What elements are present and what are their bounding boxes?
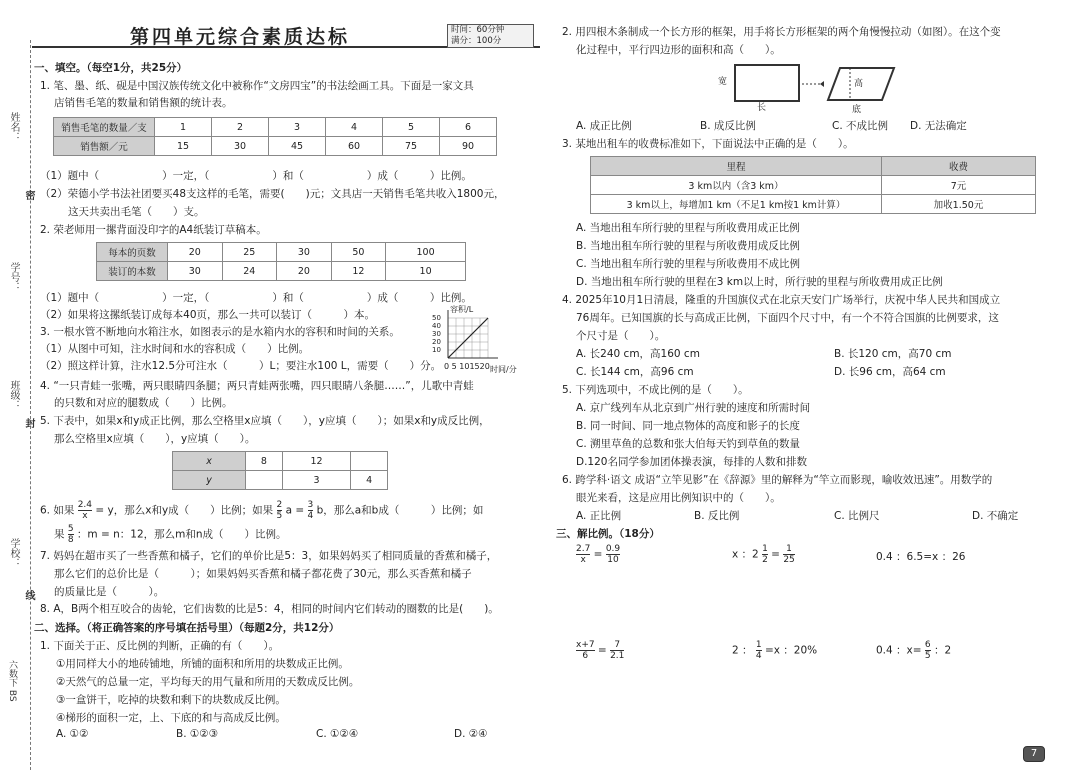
q3-part-2: （2）照这样计算，注水12.5分可注水（ ）L；要注水100 L，需要（ ）分。 bbox=[40, 360, 442, 372]
c3-option-d: D. 当地出租车所行驶的里程在3 km以上时，所行驶的里程与所收费用成正比例 bbox=[576, 276, 943, 288]
table-row bbox=[173, 471, 388, 490]
table-cell: 7元 bbox=[882, 176, 1036, 195]
c1-item-4: ④梯形的面积一定，上、下底的和与高成反比例。 bbox=[56, 712, 286, 724]
name-label: 姓名： bbox=[8, 112, 19, 142]
seal-mark-3: 线 bbox=[23, 590, 34, 600]
fraction-denominator: 5 bbox=[924, 651, 931, 661]
section-2-title: 二、选择。（将正确答案的序号填在括号里）（每题2分，共12分） bbox=[34, 622, 340, 634]
fraction-denominator: 10 bbox=[607, 555, 619, 565]
eq-fraction bbox=[610, 640, 624, 661]
q3-text: 3. 一根水管不断地向水箱注水，如图表示的是水箱内水的容积和时间的关系。 bbox=[40, 326, 400, 338]
table-taxi-fare bbox=[590, 156, 1036, 214]
full-score: 满分：100分 bbox=[451, 36, 502, 46]
section-3-title: 三、解比例。（18分） bbox=[556, 528, 660, 540]
page-title: 第四单元综合素质达标 bbox=[130, 26, 351, 48]
eq-fraction bbox=[925, 640, 931, 661]
table-header: 里程 bbox=[591, 157, 882, 176]
fraction-numerator: 0.9 bbox=[605, 544, 621, 554]
id-label: 学号： bbox=[8, 262, 19, 292]
table-cell: 8 bbox=[246, 452, 283, 471]
table-row bbox=[54, 137, 497, 156]
fraction-numerator: 2.4 bbox=[77, 500, 93, 510]
c4-text-c: 个尺寸是（ ）。 bbox=[576, 330, 666, 342]
c5-option-c: C. 溯里草鱼的总数和张大伯每天钓到草鱼的数量 bbox=[576, 438, 801, 450]
fraction-denominator: 8 bbox=[67, 535, 74, 545]
c3-text: 3. 某地出租车的收费标准如下，下面说法中正确的是（ ）。 bbox=[562, 138, 854, 150]
q6-line-b-suffix: ：m = n：12，那么m和n成（ ）比例。 bbox=[76, 528, 287, 541]
table-cell: 加收1.50元 bbox=[882, 195, 1036, 214]
c6-text-a: 6. 跨学科·语文 成语“立竿见影”在《辞源》里的解释为“竿立而影现，喻收效迅速”。用数学的 bbox=[562, 474, 993, 486]
graph-ytick: 30 bbox=[432, 330, 441, 338]
eq-fraction bbox=[606, 544, 620, 565]
q6-line-b bbox=[54, 524, 287, 545]
time-limit: 时间：60分钟 bbox=[451, 25, 505, 35]
table-cell: 20 bbox=[277, 262, 332, 281]
eq-text: ：2 bbox=[933, 644, 952, 657]
c4-option-a: A. 长240 cm，高160 cm bbox=[576, 348, 700, 360]
table-cell bbox=[351, 452, 388, 471]
table-cell: 4 bbox=[326, 118, 383, 137]
table-header: y bbox=[173, 471, 246, 490]
fraction-denominator: x bbox=[580, 555, 586, 565]
q1-text-b: 店销售毛笔的数量和销售额的统计表。 bbox=[54, 97, 233, 109]
fig-length-label: 长 bbox=[757, 103, 767, 113]
q6-fraction-1 bbox=[78, 500, 92, 521]
c2-text-b: 化过程中，平行四边形的面积和高（ ）。 bbox=[576, 44, 781, 56]
eq-fraction bbox=[783, 544, 794, 565]
table-cell: 4 bbox=[351, 471, 388, 490]
rectangle-frame-figure bbox=[734, 64, 800, 102]
equation-5 bbox=[732, 640, 817, 661]
table-cell: 30 bbox=[277, 243, 332, 262]
table-cell: 3 bbox=[282, 471, 350, 490]
c3-option-b: B. 当地出租车所行驶的里程与所收费用成反比例 bbox=[576, 240, 800, 252]
c1-text: 1. 下面关于正、反比例的判断，正确的有（ ）。 bbox=[40, 640, 280, 652]
fraction-denominator: 2 bbox=[762, 555, 768, 565]
table-cell: 45 bbox=[269, 137, 326, 156]
c6-text-b: 眼光来看，这是应用比例知识中的（ ）。 bbox=[576, 492, 781, 504]
fraction-denominator: 5 bbox=[276, 511, 283, 521]
c5-option-b: B. 同一时间、同一地点物体的高度和影子的长度 bbox=[576, 420, 800, 432]
fraction-numerator: 6 bbox=[924, 640, 931, 650]
c5-text: 5. 下列选项中，不成比例的是（ ）。 bbox=[562, 384, 749, 396]
table-cell: 5 bbox=[383, 118, 440, 137]
fraction-denominator: 6 bbox=[582, 651, 589, 661]
eq-fraction bbox=[576, 544, 590, 565]
q2-part-1: （1）题中（ ）一定，（ ）和（ ）成（ ）比例。 bbox=[40, 292, 472, 304]
c2-option-d: D. 无法确定 bbox=[910, 120, 967, 132]
table-header: 收费 bbox=[882, 157, 1036, 176]
c1-option-a: A. ①② bbox=[56, 728, 89, 740]
table-cell: 3 km以上，每增加1 km（不足1 km按1 km计算） bbox=[591, 195, 882, 214]
c1-option-b: B. ①②③ bbox=[176, 728, 219, 740]
fraction-numerator: 1 bbox=[762, 544, 768, 554]
q7-text-a: 7. 妈妈在超市买了一些香蕉和橘子，它们的单价比是5：3，如果妈妈买了相同质量的香蕉和橘子， bbox=[40, 550, 498, 562]
c4-option-b: B. 长120 cm，高70 cm bbox=[834, 348, 952, 360]
table-cell: 6 bbox=[440, 118, 497, 137]
q8-text: 8. A，B两个相互咬合的齿轮，它们齿数的比是5：4，相同的时间内它们转动的圈数的比是( )。 bbox=[40, 603, 499, 615]
seal-mark-1: 密 bbox=[23, 190, 34, 200]
q6-prefix: 6. 如果 bbox=[40, 504, 75, 517]
fraction-numerator: 2 bbox=[276, 500, 283, 510]
q2-text: 2. 荣老师用一摞背面没印字的A4纸装订草稿本。 bbox=[40, 224, 267, 236]
graph-ylabel: 容积/L bbox=[450, 305, 474, 314]
eq-text: =x ：20% bbox=[764, 644, 818, 657]
score-box bbox=[447, 24, 534, 48]
c5-option-a: A. 京广线列车从北京到广州行驶的速度和所需时间 bbox=[576, 402, 811, 414]
graph-yticks bbox=[432, 314, 441, 354]
equation-6 bbox=[876, 640, 951, 661]
c3-option-a: A. 当地出租车所行驶的里程与所收费用成正比例 bbox=[576, 222, 800, 234]
table-cell: 90 bbox=[440, 137, 497, 156]
q5-text-b: 那么空格里x应填（ ），y应填（ ）。 bbox=[54, 433, 256, 445]
c6-option-b: B. 反比例 bbox=[694, 510, 740, 522]
table-cell: 30 bbox=[168, 262, 223, 281]
c6-option-c: C. 比例尺 bbox=[834, 510, 880, 522]
table-row bbox=[173, 452, 388, 471]
c6-option-d: D. 不确定 bbox=[972, 510, 1019, 522]
table-cell: 30 bbox=[212, 137, 269, 156]
table-cell: 75 bbox=[383, 137, 440, 156]
q1-part-2b: 这天共卖出毛笔（ ）支。 bbox=[68, 206, 205, 218]
table-cell bbox=[246, 471, 283, 490]
equation-1: $\frac{2.7}{x}$ = $\frac{0.9}{10}$ bbox=[576, 544, 621, 565]
equation-3: 0.4 ：6.5=x ：26 bbox=[876, 551, 966, 563]
q2-part-2: （2）如果将这摞纸装订成每本40页，那么一共可以装订（ ）本。 bbox=[40, 309, 376, 321]
fraction-denominator: 25 bbox=[783, 555, 795, 565]
table-cell: 12 bbox=[331, 262, 386, 281]
fraction-denominator: 2.1 bbox=[610, 651, 625, 661]
table-header: 销售毛笔的数量／支 bbox=[54, 118, 155, 137]
q6-fraction-3 bbox=[308, 500, 314, 521]
eq-equals: = bbox=[771, 548, 780, 561]
c6-option-a: A. 正比例 bbox=[576, 510, 622, 522]
c4-text-a: 4. 2025年10月1日清晨，隆重的升国旗仪式在北京天安门广场举行，庆祝中华人民共和国成立 bbox=[562, 294, 1001, 306]
table-header: 销售额／元 bbox=[54, 137, 155, 156]
eq-fraction bbox=[576, 640, 595, 661]
table-cell: 60 bbox=[326, 137, 383, 156]
c1-item-3: ③一盒饼干，吃掉的块数和剩下的块数成反比例。 bbox=[56, 694, 286, 706]
fraction-numerator: 7 bbox=[610, 640, 624, 651]
table-cell: 3 km以内（含3 km） bbox=[591, 176, 882, 195]
table-cell: 50 bbox=[331, 243, 386, 262]
table-cell: 3 bbox=[269, 118, 326, 137]
c5-option-d: D.120名同学参加团体操表演，每排的人数和排数 bbox=[576, 456, 807, 468]
c1-option-d: D. ②④ bbox=[454, 728, 488, 740]
c2-option-a: A. 成正比例 bbox=[576, 120, 632, 132]
fraction-denominator: 4 bbox=[755, 651, 762, 661]
q3-part-1: （1）从图中可知，注水时间和水的容积成（ ）比例。 bbox=[40, 343, 310, 355]
table-xy bbox=[172, 451, 388, 490]
c4-option-c: C. 长144 cm，高96 cm bbox=[576, 366, 694, 378]
fraction-denominator: x bbox=[82, 511, 88, 521]
table-cell: 100 bbox=[386, 243, 466, 262]
c4-option-d: D. 长96 cm，高64 cm bbox=[834, 366, 946, 378]
table-cell: 12 bbox=[282, 452, 350, 471]
c2-option-b: B. 成反比例 bbox=[700, 120, 756, 132]
c1-item-1: ①用同样大小的地砖铺地，所铺的面积和所用的块数成正比例。 bbox=[56, 658, 349, 670]
fraction-numerator: 5 bbox=[67, 524, 74, 534]
equation-4: $\frac{x+7}{6}$ = $\frac{7}{2.1}$ bbox=[576, 640, 625, 661]
q5-text-a: 5. 下表中，如果x和y成正比例，那么空格里x应填（ ），y应填（ ）；如果x和y成反比例， bbox=[40, 415, 490, 427]
page-number: 7 bbox=[1023, 746, 1045, 762]
c1-item-2: ②天然气的总量一定，平均每天的用气量和所用的天数成反比例。 bbox=[56, 676, 360, 688]
graph-xlabel: 时间/分 bbox=[490, 365, 517, 374]
table-row bbox=[591, 176, 1036, 195]
table-brush-sales bbox=[53, 117, 497, 156]
q6-middle: = y，那么x和y成（ ）比例；如果 bbox=[95, 504, 274, 517]
fraction-numerator: x+7 bbox=[576, 640, 595, 650]
fraction-numerator: 1 bbox=[755, 640, 762, 650]
eq-text: x ：2 bbox=[732, 548, 759, 561]
class-label: 班级： bbox=[8, 380, 19, 410]
eq-fraction bbox=[756, 640, 762, 661]
graph-xticks: 0 5 101520 bbox=[444, 362, 490, 371]
c2-text-a: 2. 用四根木条制成一个长方形的框架，用手将长方形框架的两个角慢慢拉动（如图）。在这个变 bbox=[562, 26, 1001, 38]
fraction-numerator: 2.7 bbox=[576, 544, 591, 554]
table-header: 每本的页数 bbox=[97, 243, 168, 262]
graph-ytick: 40 bbox=[432, 322, 441, 330]
eq-text: 2 ： bbox=[732, 644, 753, 657]
q4-text-a: 4. “一只青蛙一张嘴，两只眼睛四条腿；两只青蛙两张嘴，四只眼睛八条腿……”，儿歌中青蛙 bbox=[40, 380, 474, 392]
c3-option-c: C. 当地出租车所行驶的里程与所收费用不成比例 bbox=[576, 258, 801, 270]
table-notebook bbox=[96, 242, 466, 281]
q7-text-b: 那么它们的总价比是（ ）；如果妈妈买香蕉和橘子都花费了30元，那么买香蕉和橘子 bbox=[54, 568, 472, 580]
fraction-denominator: 4 bbox=[307, 511, 314, 521]
table-cell: 2 bbox=[212, 118, 269, 137]
q6-line-b-prefix: 果 bbox=[54, 528, 65, 541]
section-1-title: 一、填空。（每空1分，共25分） bbox=[34, 62, 188, 74]
binding-line bbox=[30, 40, 31, 770]
q4-text-b: 的只数和对应的腿数成（ ）比例。 bbox=[54, 397, 233, 409]
c2-option-c: C. 不成比例 bbox=[832, 120, 889, 132]
q6-suffix: b，那么a和b成（ ）比例；如 bbox=[316, 504, 484, 517]
eq-fraction bbox=[762, 544, 768, 565]
c1-option-c: C. ①②④ bbox=[316, 728, 359, 740]
q1-part-2a: （2）荣德小学书法社团要买48支这样的毛笔，需要( )元；文具店一天销售毛笔共收入1800元， bbox=[40, 188, 505, 200]
table-header: x bbox=[173, 452, 246, 471]
q6-a-eq: a = bbox=[285, 504, 305, 517]
fig-width-label: 宽 bbox=[718, 77, 728, 87]
school-label: 学校： bbox=[8, 538, 19, 568]
table-row bbox=[97, 243, 466, 262]
table-row bbox=[591, 157, 1036, 176]
table-row bbox=[97, 262, 466, 281]
fraction-numerator: 1 bbox=[783, 544, 794, 555]
table-cell: 24 bbox=[222, 262, 277, 281]
table-cell: 15 bbox=[155, 137, 212, 156]
table-cell: 10 bbox=[386, 262, 466, 281]
eq-text: 0.4 ：x= bbox=[876, 644, 922, 657]
table-row bbox=[54, 118, 497, 137]
q1-text-a: 1. 笔、墨、纸、砚是中国汉族传统文化中被称作“文房四宝”的书法绘画工具。下面是一家文具 bbox=[40, 80, 474, 92]
equation-2 bbox=[732, 544, 795, 565]
table-cell: 20 bbox=[168, 243, 223, 262]
q1-part-1: （1）题中（ ）一定，（ ）和（ ）成（ ）比例。 bbox=[40, 170, 472, 182]
table-header: 装订的本数 bbox=[97, 262, 168, 281]
fig-base-label: 底 bbox=[852, 105, 862, 115]
book-label: 六数下 BS bbox=[7, 660, 17, 702]
q6-fraction-2 bbox=[277, 500, 283, 521]
q7-text-c: 的质量比是（ ）。 bbox=[54, 586, 165, 598]
table-row bbox=[591, 195, 1036, 214]
graph-ytick: 20 bbox=[432, 338, 441, 346]
c4-text-b: 76周年。已知国旗的长与高成正比例，下面四个尺寸中，有一个不符合国旗的比例要求，这 bbox=[576, 312, 999, 324]
graph-ytick: 10 bbox=[432, 346, 441, 354]
table-cell: 25 bbox=[222, 243, 277, 262]
fraction-numerator: 3 bbox=[307, 500, 314, 510]
parallelogram-figure bbox=[800, 64, 900, 104]
fig-height-label: 高 bbox=[854, 79, 864, 89]
graph-ytick: 50 bbox=[432, 314, 441, 322]
q6-line-a bbox=[40, 500, 483, 521]
seal-mark-2: 封 bbox=[23, 418, 34, 428]
table-cell: 1 bbox=[155, 118, 212, 137]
q6-fraction-4 bbox=[68, 524, 74, 545]
